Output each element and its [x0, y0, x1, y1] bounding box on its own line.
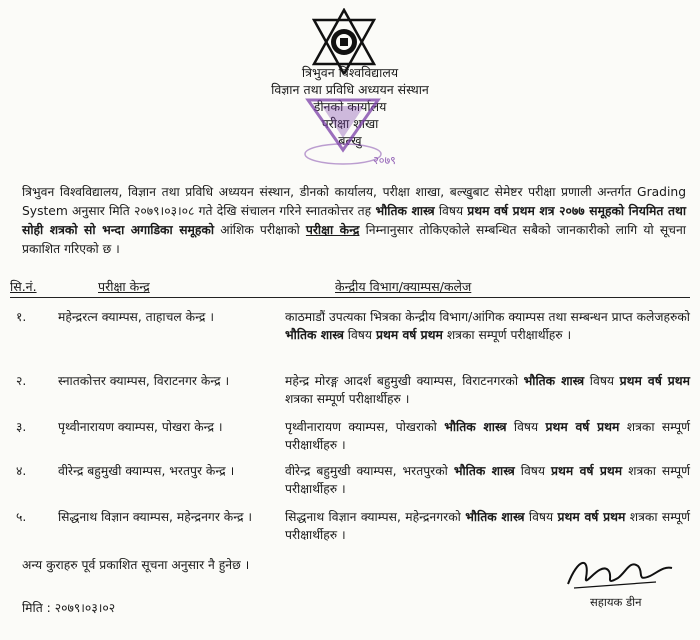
col-sn-header: सि.नं.	[10, 279, 37, 294]
header-divider	[10, 297, 690, 298]
header-location: बल्खु	[338, 133, 362, 148]
signature-icon	[560, 548, 680, 596]
notice-date: मिति : २०७९।०३।०२	[22, 601, 116, 615]
header-dean-office: डीनको कार्यालय	[313, 99, 387, 114]
col-college-header: केन्द्रीय विभाग/क्याम्पस/कलेज	[335, 279, 472, 294]
office-stamp-icon	[278, 92, 408, 172]
exam-center-table: सि.नं. परीक्षा केन्द्र केन्द्रीय विभाग/क्याम्पस/कलेज १. महेन्द्ररत्न क्याम्पस, ताहाचल केन्द्र । काठमाडौं उपत्यका भित्रका केन्द्रीय विभाग/आंगिक क्याम्पस तथा सम्बन्धन प्राप्त कलेजहरुको भौतिक शास्त्र विषय प्रथम वर्ष प्रथम शत्रका सम्पूर्ण परीक्षार्थीहरु । २. स्नातकोत्तर क्याम्पस, विराटनगर केन्द्र । महेन्द्र मोरङ्ग आदर्श बहुमुखी क्याम्पस, विराटनगरको भौतिक शास्त्र विषय प्रथम वर्ष प्रथम शत्रका सम्पूर्ण परीक्षार्थीहरु । ३. पृथ्वीनारायण क्याम्पस, पोखरा केन्द्र । पृथ्वीनारायण क्याम्पस, पोखराको भौतिक शास्त्र विषय प्रथम वर्ष प्रथम शत्रका सम्पूर्ण परीक्षार्थीहरु । ४. वीरेन्द्र बहुमुखी क्याम्पस, भरतपुर केन्द्र । वीरेन्द्र बहुमुखी क्याम्पस, भरतपुरको भौतिक शास्त्र विषय प्रथम वर्ष प्रथम शत्रका सम्पूर्ण परीक्षार्थीहरु । ५. सिद्धनाथ विज्ञान क्याम्पस, महेन्द्रनगर केन्द्र । सिद्धनाथ विज्ञान क्याम्पस, महेन्द्रनगरको भौतिक शास्त्र विषय प्रथम वर्ष प्रथम शत्रका सम्पूर्ण परीक्षार्थीहरु ।	[10, 279, 690, 542]
notice-intro: त्रिभुवन विश्वविद्यालय, विज्ञान तथा प्रविधि अध्ययन संस्थान, डीनको कार्यालय, परीक्षा शाखा, बल्खुबाट सेमेष्टर परीक्षा प्रणाली अन्तर्गत Grading System अनुसार मिति २०७९।०३।०८ गते देखि संचालन गरिने स्नातकोत्तर तह भौतिक शास्त्र विषय प्रथम वर्ष प्रथम शत्र २०७७ समूहको नियमित तथा सोही शत्रको सो भन्दा अगाडिका समूहको आंशिक परीक्षाको परीक्षा केन्द्र निम्नानुसार तोकिएकोले सम्बन्धित सबैको जानकारीको लागि यो सूचना प्रकाशित गरिएको छ ।	[22, 185, 687, 256]
exam-center-underline: परीक्षा केन्द्र	[305, 223, 360, 237]
header-university: त्रिभुवन विश्वविद्यालय	[301, 65, 399, 80]
signatory-title: सहायक डीन	[590, 595, 642, 609]
footer-note: अन्य कुराहरु पूर्व प्रकाशित सूचना अनुसार नै हुनेछ ।	[22, 558, 250, 572]
col-center-header: परीक्षा केन्द्र	[98, 279, 150, 294]
stamp-year: २०७९	[373, 154, 396, 167]
header-exam-section: परीक्षा शाखा	[321, 116, 379, 131]
header-institute: विज्ञान तथा प्रविधि अध्ययन संस्थान	[271, 82, 429, 97]
